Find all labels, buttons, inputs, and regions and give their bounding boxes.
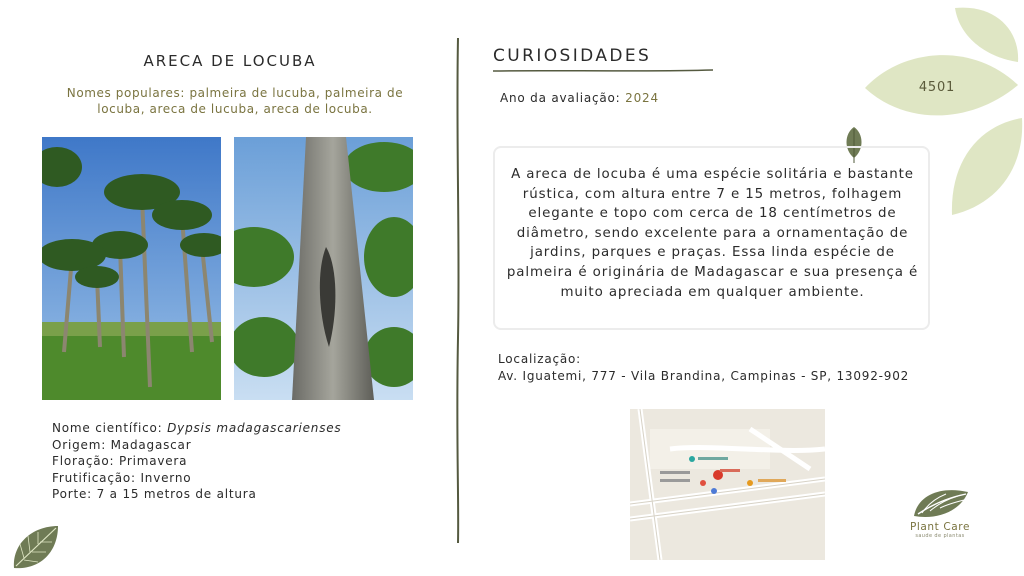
plant-title: ARECA DE LOCUBA bbox=[143, 52, 317, 70]
origin-row: Origem: Madagascar bbox=[52, 437, 192, 452]
location-map[interactable] bbox=[630, 409, 825, 560]
scientific-name-label: Nome científico: bbox=[52, 421, 163, 435]
location-label: Localização: bbox=[498, 352, 582, 366]
location-address: Av. Iguatemi, 777 - Vila Brandina, Campinas - SP, 13092-902 bbox=[498, 369, 910, 383]
palm-trunk-photo bbox=[234, 137, 413, 400]
brand-name: Plant Care bbox=[909, 521, 971, 533]
popular-names: Nomes populares: palmeira de lucuba, palmeira de locuba, areca de lucuba, areca de locuba. bbox=[66, 86, 404, 116]
curiosities-heading: CURIOSIDADES bbox=[493, 46, 652, 66]
evaluation-year-value: 2024 bbox=[625, 91, 659, 105]
heading-underline bbox=[493, 68, 713, 74]
fruiting-row: Frutificação: Inverno bbox=[52, 470, 192, 485]
evaluation-number-badge: 4501 bbox=[918, 80, 956, 95]
decorative-leaf-bottom-left bbox=[10, 522, 62, 572]
description-text: A areca de locuba é uma espécie solitária e bastante rústica, com altura entre 7 e 15 metros, folhagem elegante e topo com cerca de 18 centímetros de diâmetro, sendo excelente para a ornamentação de jardins, parques e praças. Essa linda espécie de palmeira é originária de Madagascar e sua presença é muito apreciada em qualquer ambiente. bbox=[506, 167, 919, 300]
palm-grove-photo bbox=[42, 137, 221, 400]
size-row: Porte: 7 a 15 metros de altura bbox=[52, 487, 257, 501]
plant-facts bbox=[52, 420, 341, 503]
scientific-name-row bbox=[52, 420, 341, 437]
plant-care-logo bbox=[912, 486, 970, 520]
brand-tagline: saude de plantas bbox=[915, 533, 965, 539]
vertical-divider bbox=[455, 38, 461, 543]
evaluation-year bbox=[500, 91, 659, 105]
flowering-row: Floração: Primavera bbox=[52, 454, 188, 468]
scientific-name-value: Dypsis madagascarienses bbox=[167, 421, 342, 435]
evaluation-year-label: Ano da avaliação: bbox=[500, 91, 621, 105]
